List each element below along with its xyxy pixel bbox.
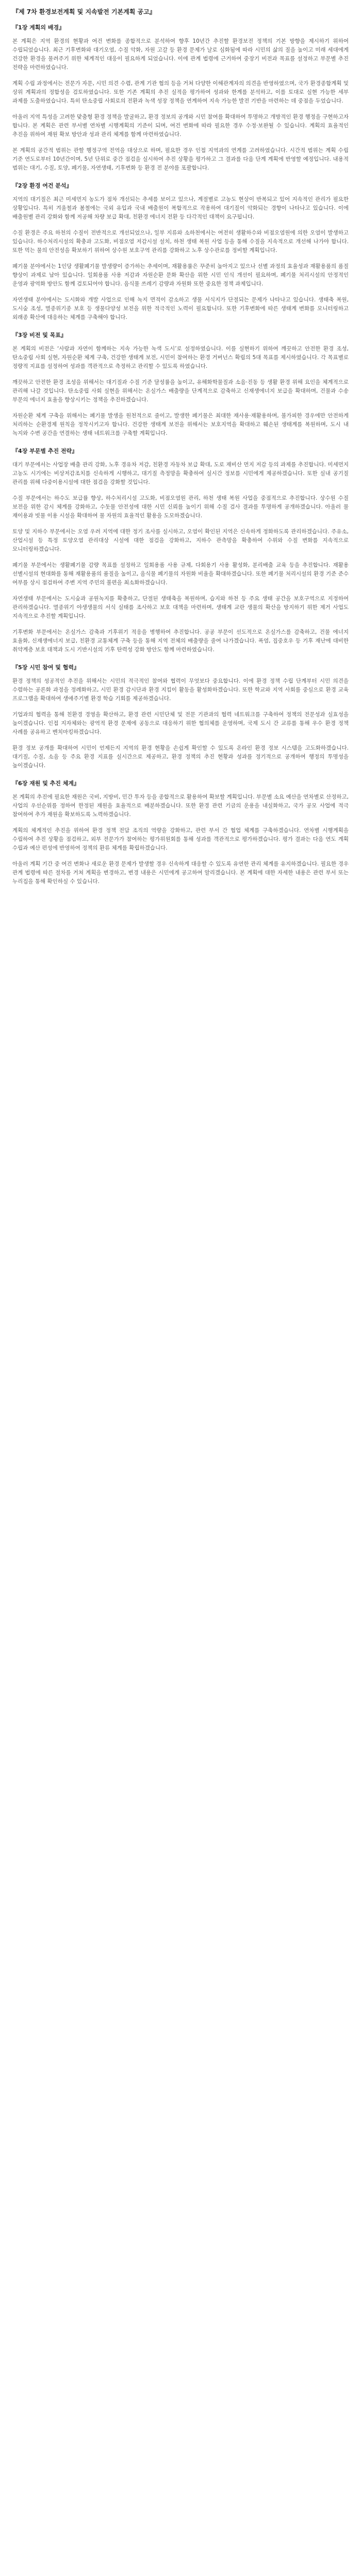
section-heading: 『5장 시민 참여 및 협력』 xyxy=(12,664,79,671)
paragraph: 대기 부문에서는 사업장 배출 관리 강화, 노후 경유차 저감, 친환경 자동차 보급 확대, 도로 재비산 먼지 저감 등의 과제를 추진합니다. 미세먼지 고농도 시기에는 비상저감조치를 신속하게 시행하고, 대기질 측정망을 확충하여 실시간 정보를 시민에게 제공하겠습니다. 또한 실내 공기질 관리를 위해 다중이용시설에 대한 점검을 강화할 것입니다. xyxy=(12,462,349,485)
section-heading: 『4장 부문별 추진 전략』 xyxy=(12,448,78,454)
section-heading: 『3장 비전 및 목표』 xyxy=(12,332,67,338)
paragraph: 계획 수립 과정에서는 전문가 자문, 시민 의견 수렴, 관계 기관 협의 등을 거쳐 다양한 이해관계자의 의견을 반영하였으며, 국가 환경종합계획 및 상위 계획과의 정합성을 검토하였습니다. 또한 기존 계획의 추진 실적을 평가하여 성과와 한계를 분석하고, 이를 토대로 실현 가능한 세부 과제를 도출하였습니다. 특히 탄소중립 사회로의 전환과 녹색 성장 정책을 연계하여 지속 가능한 발전 기반을 마련하는 데 중점을 두었습니다. xyxy=(12,80,349,104)
section-heading: 『1장 계획의 배경』 xyxy=(12,24,65,31)
title-text: 『제 7차 환경보전계획 및 지속발전 기본계획 공고』 xyxy=(12,8,156,15)
section-4 xyxy=(12,447,349,654)
section-6 xyxy=(12,779,349,886)
paragraph: 자원순환 체계 구축을 위해서는 폐기물 발생을 원천적으로 줄이고, 발생한 폐기물은 최대한 재사용·재활용하며, 불가피한 경우에만 안전하게 처리하는 순환경제 원칙을 정착시키고자 합니다. 건강한 생태계 보전을 위해서는 보호지역을 확대하고 훼손된 생태계를 복원하며, 도시 내 녹지와 수변 공간을 연결하는 생태 네트워크를 구축할 계획입니다. xyxy=(12,413,349,436)
paragraph: 계획의 체계적인 추진을 위하여 환경 정책 전담 조직의 역량을 강화하고, 관련 부서 간 협업 체계를 구축하겠습니다. 연차별 시행계획을 수립하여 추진 상황을 점검하고, 외부 전문가가 참여하는 평가위원회를 통해 성과를 객관적으로 평가하겠습니다. 평가 결과는 다음 연도 계획 수립과 예산 편성에 반영하여 정책의 환류 체계를 확립하겠습니다. xyxy=(12,827,349,851)
paragraph: 본 계획은 지역 환경의 현황과 여건 변화를 종합적으로 분석하여 향후 10년간 추진할 환경보전 정책의 기본 방향을 제시하기 위하여 수립되었습니다. 최근 기후변화와 대기오염, 수질 악화, 자원 고갈 등 환경 문제가 날로 심화됨에 따라 시민의 삶의 질을 높이고 미래 세대에게 건강한 환경을 물려주기 위한 체계적인 대응이 필요하게 되었습니다. 이에 관계 법령에 근거하여 중장기 비전과 목표를 설정하고 부문별 추진 전략을 마련하였습니다. xyxy=(12,38,349,71)
paragraph: 기업과의 협력을 통해 친환경 경영을 확산하고, 환경 관련 시민단체 및 전문 기관과의 협력 네트워크를 구축하여 정책의 전문성과 실효성을 높이겠습니다. 인접 지자체와는 광역적 환경 문제에 공동으로 대응하기 위한 협의체를 운영하며, 국제 도시 간 교류를 통해 우수 환경 정책 사례를 공유하고 벤치마킹하겠습니다. xyxy=(12,711,349,735)
paragraph: 깨끗하고 안전한 환경 조성을 위해서는 대기질과 수질 기준 달성률을 높이고, 유해화학물질과 소음·진동 등 생활 환경 위해 요인을 체계적으로 관리해 나갈 것입니다. 탄소중립 사회 실현을 위해서는 온실가스 배출량을 단계적으로 감축하고 신재생에너지 보급을 확대하며, 건물과 수송 부문의 에너지 효율을 향상시키는 정책을 추진하겠습니다. xyxy=(12,379,349,403)
section-heading: 『6장 재원 및 추진 체계』 xyxy=(12,780,79,787)
document-title xyxy=(12,7,349,16)
paragraph: 본 계획의 공간적 범위는 관할 행정구역 전역을 대상으로 하며, 필요한 경우 인접 지역과의 연계를 고려하였습니다. 시간적 범위는 계획 수립 기준 연도로부터 10년간이며, 5년 단위로 중간 점검을 실시하여 추진 상황을 평가하고 그 결과를 다음 단계 계획에 반영할 예정입니다. 내용적 범위는 대기, 수질, 토양, 폐기물, 자연생태, 기후변화 등 환경 전 분야를 포괄합니다. xyxy=(12,147,349,171)
paragraph: 자연생태 분야에서는 도시화와 개발 사업으로 인해 녹지 면적이 감소하고 생물 서식지가 단절되는 문제가 나타나고 있습니다. 생태축 복원, 도시숲 조성, 멸종위기종 보호 등 생물다양성 보전을 위한 적극적인 노력이 필요합니다. 또한 기후변화에 따른 생태계 변화를 모니터링하고 외래종 확산에 대응하는 체계를 구축해야 합니다. xyxy=(12,297,349,320)
paragraph: 환경 정책의 성공적인 추진을 위해서는 시민의 적극적인 참여와 협력이 무엇보다 중요합니다. 이에 환경 정책 수립 단계부터 시민 의견을 수렴하는 공론화 과정을 정례화하고, 시민 환경 감시단과 환경 지킴이 활동을 활성화하겠습니다. 또한 학교와 지역 사회를 중심으로 환경 교육 프로그램을 확대하여 생애주기별 환경 학습 기회를 제공하겠습니다. xyxy=(12,678,349,702)
section-2 xyxy=(12,182,349,322)
section-1 xyxy=(12,24,349,173)
paragraph: 아울러 지역 특성을 고려한 맞춤형 환경 정책을 발굴하고, 환경 정보의 공개와 시민 참여를 확대하여 투명하고 개방적인 환경 행정을 구현하고자 합니다. 본 계획은 관련 부서별 연차별 시행계획의 기준이 되며, 여건 변화에 따라 필요한 경우 수정·보완될 수 있습니다. 계획의 효율적인 추진을 위하여 재원 확보 방안과 성과 관리 체계를 함께 마련하였습니다. xyxy=(12,114,349,138)
paragraph: 폐기물 분야에서는 1인당 생활폐기물 발생량이 증가하는 추세이며, 재활용률은 꾸준히 높아지고 있으나 선별 과정의 효율성과 재활용품의 품질 향상이 과제로 남아 있습니다. 일회용품 사용 저감과 자원순환 문화 확산을 위한 시민 인식 개선이 필요하며, 폐기물 처리시설의 안정적인 운영과 광역화 방안도 함께 검토되어야 합니다. 음식물 쓰레기 감량과 자원화 또한 중요한 정책 과제입니다. xyxy=(12,263,349,287)
paragraph: 본 계획의 비전은 ‘사람과 자연이 함께하는 지속 가능한 녹색 도시’로 설정하였습니다. 이를 실현하기 위하여 깨끗하고 안전한 환경 조성, 탄소중립 사회 실현, 자원순환 체계 구축, 건강한 생태계 보전, 시민이 참여하는 환경 거버넌스 확립의 5대 목표를 제시하였습니다. 각 목표별로 정량적 지표를 설정하여 성과를 객관적으로 측정하고 관리할 수 있도록 하였습니다. xyxy=(12,346,349,369)
paragraph: 자연생태 부문에서는 도시숲과 공원녹지를 확충하고, 단절된 생태축을 복원하며, 습지와 하천 등 주요 생태 공간을 보호구역으로 지정하여 관리하겠습니다. 멸종위기 야생생물의 서식 실태를 조사하고 보호 대책을 마련하며, 생태계 교란 생물의 확산을 방지하기 위한 제거 사업도 지속적으로 추진할 계획입니다. xyxy=(12,596,349,619)
paragraph: 환경 정보 공개를 확대하여 시민이 언제든지 지역의 환경 현황을 손쉽게 확인할 수 있도록 온라인 환경 정보 시스템을 고도화하겠습니다. 대기질, 수질, 소음 등 주요 환경 지표를 실시간으로 제공하고, 환경 정책의 추진 현황과 성과를 정기적으로 공개하여 행정의 투명성을 높이겠습니다. xyxy=(12,745,349,769)
section-5 xyxy=(12,664,349,770)
paragraph: 수질 부문에서는 하수도 보급률 향상, 하수처리시설 고도화, 비점오염원 관리, 하천 생태 복원 사업을 중점적으로 추진합니다. 상수원 수질 보전을 위한 감시 체계를 강화하고, 수돗물 안전성에 대한 시민 신뢰를 높이기 위해 수질 검사 결과를 투명하게 공개하겠습니다. 아울러 물 재이용과 빗물 이용 시설을 확대하여 물 자원의 효율적인 활용을 도모하겠습니다. xyxy=(12,495,349,519)
section-3 xyxy=(12,331,349,438)
paragraph: 수질 환경은 주요 하천의 수질이 전반적으로 개선되었으나, 일부 지류와 소하천에서는 여전히 생활하수와 비점오염원에 의한 오염이 발생하고 있습니다. 하수처리시설의 확충과 고도화, 비점오염 저감시설 설치, 하천 생태 복원 사업 등을 통해 수질을 지속적으로 개선해 나가야 합니다. 또한 먹는 물의 안전성을 확보하기 위하여 상수원 보호구역 관리를 강화하고 노후 상수관로를 정비할 계획입니다. xyxy=(12,230,349,253)
paragraph: 아울러 계획 기간 중 여건 변화나 새로운 환경 문제가 발생할 경우 신속하게 대응할 수 있도록 유연한 관리 체계를 유지하겠습니다. 필요한 경우 관계 법령에 따른 절차를 거쳐 계획을 변경하고, 변경 내용은 시민에게 공고하여 알리겠습니다. 본 계획에 대한 자세한 내용은 관련 부서 또는 누리집을 통해 확인하실 수 있습니다. xyxy=(12,861,349,885)
paragraph: 토양 및 지하수 부문에서는 오염 우려 지역에 대한 정기 조사를 실시하고, 오염이 확인된 지역은 신속하게 정화하도록 관리하겠습니다. 주유소, 산업시설 등 특정 토양오염 관리대상 시설에 대한 점검을 강화하고, 지하수 관측망을 확충하여 수위와 수질 변화를 지속적으로 모니터링하겠습니다. xyxy=(12,529,349,552)
paragraph: 지역의 대기질은 최근 미세먼지 농도가 점차 개선되는 추세를 보이고 있으나, 계절별로 고농도 현상이 반복되고 있어 지속적인 관리가 필요한 상황입니다. 특히 겨울철과 봄철에는 국외 유입과 국내 배출원이 복합적으로 작용하여 대기질이 악화되는 경향이 나타나고 있습니다. 이에 배출원별 관리 강화와 함께 저공해 차량 보급 확대, 친환경 에너지 전환 등 다각적인 대책이 요구됩니다. xyxy=(12,196,349,220)
sections-container xyxy=(12,24,349,886)
paragraph: 본 계획의 추진에 필요한 재원은 국비, 지방비, 민간 투자 등을 종합적으로 활용하여 확보할 계획입니다. 부문별 소요 예산을 연차별로 산정하고, 사업의 우선순위를 정하여 한정된 재원을 효율적으로 배분하겠습니다. 또한 환경 관련 기금의 운용을 내실화하고, 국가 공모 사업에 적극 참여하여 추가 재원을 확보하도록 노력하겠습니다. xyxy=(12,794,349,818)
section-heading: 『2장 환경 여건 분석』 xyxy=(12,182,72,189)
paragraph: 기후변화 부문에서는 온실가스 감축과 기후위기 적응을 병행하여 추진합니다. 공공 부문이 선도적으로 온실가스를 감축하고, 건물 에너지 효율화, 신재생에너지 보급, 친환경 교통체계 구축 등을 통해 지역 전체의 배출량을 줄여 나가겠습니다. 폭염, 집중호우 등 기후 재난에 대비한 취약계층 보호 대책과 도시 기반시설의 기후 탄력성 강화 방안도 함께 마련하였습니다. xyxy=(12,629,349,653)
paragraph: 폐기물 부문에서는 생활폐기물 감량 목표를 설정하고 일회용품 사용 규제, 다회용기 사용 활성화, 분리배출 교육 등을 추진합니다. 재활용 선별시설의 현대화를 통해 재활용품의 품질을 높이고, 음식물 폐기물의 자원화 비율을 확대하겠습니다. 또한 폐기물 처리시설의 환경 기준 준수 여부를 상시 점검하여 주변 지역 주민의 불편을 최소화하겠습니다. xyxy=(12,562,349,586)
